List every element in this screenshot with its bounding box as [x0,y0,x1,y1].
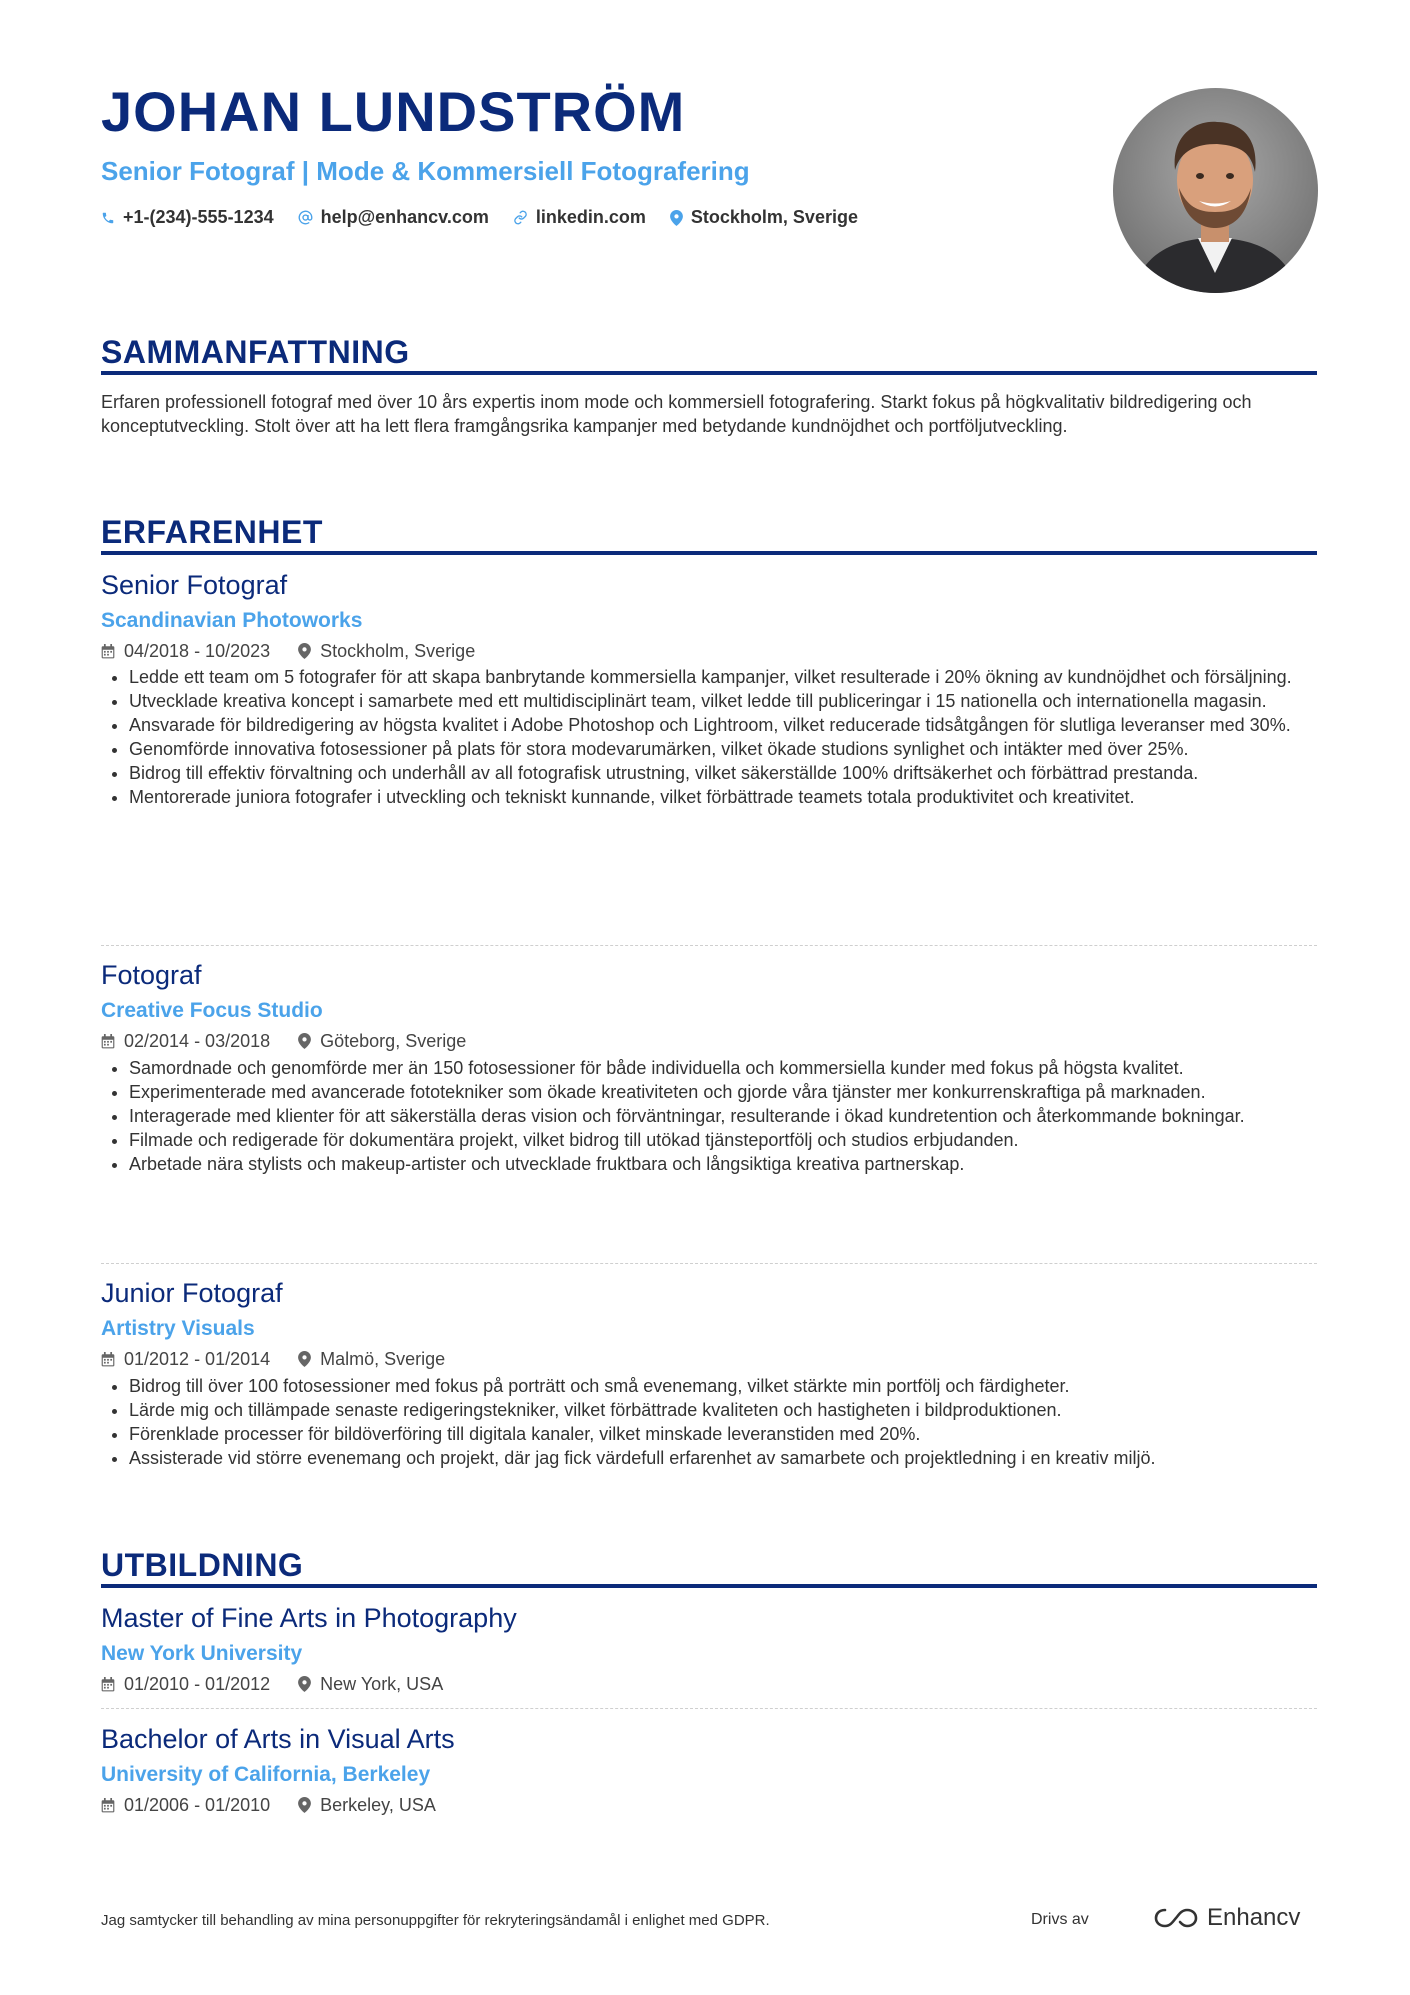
education-location [298,1796,436,1814]
bullet-item: • Förenklade processer för bildöverföring till digitala kanaler, vilket minskade leveranstiden med 20%. [129,1422,1319,1446]
bullet-item: • Mentorerade juniora fotografer i utveckling och tekniskt kunnande, vilket förbättrade teamets totala produktivitet och kreativitet. [129,785,1319,809]
bullet-item: • Genomförde innovativa fotosessioner på plats för stora modevarumärken, vilket ökade studions synlighet och intäkter med över 25%. [129,737,1319,761]
education-divider [101,1708,1317,1709]
at-icon [298,210,313,225]
bullet-item: • Ledde ett team om 5 fotografer för att skapa banbrytande kommersiella kampanjer, vilket resulterade i 20% ökning av kundnöjdhet och försäljning. [129,665,1319,689]
company-name: Creative Focus Studio [101,999,323,1022]
job-dates [101,1350,270,1368]
education-location-text: Berkeley, USA [320,1795,436,1815]
location-text: Stockholm, Sverige [690,207,858,227]
location-pin-icon [298,1676,311,1692]
candidate-name: JOHAN LUNDSTRÖM [101,80,686,143]
education-rule [101,1584,1317,1588]
education-meta [101,1796,464,1814]
job-title: Fotograf [101,960,202,990]
job-dates-text: 04/2018 - 10/2023 [124,641,271,661]
calendar-icon [101,1677,115,1692]
calendar-icon [101,1798,115,1813]
school-name: New York University [101,1642,303,1665]
enhancv-infinity-icon [1153,1906,1199,1930]
job-location [298,642,475,660]
job-bullets [101,1374,1319,1470]
experience-heading: ERFARENHET [101,514,323,550]
bullet-item: • Bidrog till effektiv förvaltning och underhåll av all fotografisk utrustning, vilket säkerställde 100% driftsäkerhet och förbättrad prestanda. [129,761,1319,785]
gdpr-consent: Jag samtycker till behandling av mina personuppgifter för rekryteringsändamål i enlighet med GDPR. [101,1912,770,1929]
company-name: Scandinavian Photoworks [101,609,363,632]
summary-text: Erfaren professionell fotograf med över 10 års expertis inom mode och kommersiell fotografering. Starkt fokus på högkvalitativ bildredigering och konceptutveckling. Stolt över att ha lett flera framgångsrika kampanjer med betydande kundnöjdhet och portföljutveckling. [101,392,1252,436]
job-bullets [101,665,1319,809]
contact-location [670,207,858,228]
calendar-icon [101,1352,115,1367]
linkedin-text: linkedin.com [535,207,646,227]
calendar-icon [101,1034,115,1049]
school-name: University of California, Berkeley [101,1763,431,1786]
degree-title: Bachelor of Arts in Visual Arts [101,1724,455,1754]
location-pin-icon [298,643,311,659]
job-location-text: Malmö, Sverige [320,1349,446,1369]
job-location-text: Stockholm, Sverige [320,641,476,661]
job-divider [101,945,1317,946]
enhancv-logo[interactable] [1153,1904,1300,1932]
avatar-illustration [1113,88,1318,293]
contact-email[interactable] [298,207,489,228]
job-meta [101,642,503,660]
education-heading: UTBILDNING [101,1547,304,1583]
job-location-text: Göteborg, Sverige [320,1031,467,1051]
email-text: help@enhancv.com [320,207,489,227]
job-dates [101,642,270,660]
education-dates [101,1796,270,1814]
job-dates-text: 01/2012 - 01/2014 [124,1349,271,1369]
job-dates-text: 02/2014 - 03/2018 [124,1031,271,1051]
job-dates [101,1032,270,1050]
summary-heading: SAMMANFATTNING [101,334,410,370]
powered-by-label: Drivs av [1031,1911,1089,1928]
job-title: Senior Fotograf [101,570,288,600]
job-bullets [101,1056,1319,1176]
education-dates-text: 01/2010 - 01/2012 [124,1674,271,1694]
bullet-item: • Assisterade vid större evenemang och projekt, där jag fick värdefull erfarenhet av samarbete och projektledning i en kreativ miljö. [129,1446,1319,1470]
job-title: Junior Fotograf [101,1278,283,1308]
candidate-subtitle: Senior Fotograf | Mode & Kommersiell Fotografering [101,156,750,186]
job-divider [101,1263,1317,1264]
education-location [298,1675,443,1693]
contact-linkedin[interactable] [513,207,646,228]
contact-row [101,207,882,228]
location-pin-icon [298,1797,311,1813]
job-meta [101,1032,494,1050]
phone-text: +1-(234)-555-1234 [123,207,274,227]
phone-icon [101,211,115,225]
brand-name: Enhancv [1207,1904,1301,1931]
job-meta [101,1350,473,1368]
location-pin-icon [298,1351,311,1367]
bullet-item: • Interagerade med klienter för att säkerställa deras vision och förväntningar, resulterande i ökad kundretention och återkommande bokningar. [129,1104,1319,1128]
education-dates [101,1675,270,1693]
education-meta [101,1675,471,1693]
bullet-item: • Experimenterade med avancerade fototekniker som ökade kreativiteten och gjorde våra tjänster mer konkurrenskraftiga på marknaden. [129,1080,1319,1104]
education-dates-text: 01/2006 - 01/2010 [124,1795,271,1815]
experience-rule [101,551,1317,555]
education-location-text: New York, USA [320,1674,444,1694]
bullet-item: • Lärde mig och tillämpade senaste redigeringstekniker, vilket förbättrade kvaliteten och hastigheten i bildproduktionen. [129,1398,1319,1422]
bullet-item: • Ansvarade för bildredigering av högsta kvalitet i Adobe Photoshop och Lightroom, vilket reducerade tidsåtgången för slutliga leveranser med 30%. [129,713,1319,737]
link-icon [513,210,528,225]
job-location [298,1032,466,1050]
company-name: Artistry Visuals [101,1317,255,1340]
degree-title: Master of Fine Arts in Photography [101,1603,517,1633]
summary-rule [101,371,1317,375]
job-location [298,1350,445,1368]
bullet-item: • Arbetade nära stylists och makeup-artister och utvecklade fruktbara och långsiktiga kreativa partnerskap. [129,1152,1319,1176]
bullet-item: • Utvecklade kreativa koncept i samarbete med ett multidisciplinärt team, vilket ledde till publiceringar i 15 nationella och internationella magasin. [129,689,1319,713]
location-pin-icon [298,1033,311,1049]
calendar-icon [101,644,115,659]
location-pin-icon [670,210,683,226]
bullet-item: • Bidrog till över 100 fotosessioner med fokus på porträtt och små evenemang, vilket stärkte min portfölj och färdigheter. [129,1374,1319,1398]
bullet-item: • Samordnade och genomförde mer än 150 fotosessioner för både individuella och kommersiella kunder med fokus på högsta kvalitet. [129,1056,1319,1080]
profile-photo [1113,88,1318,293]
contact-phone[interactable] [101,207,274,228]
bullet-item: • Filmade och redigerade för dokumentära projekt, vilket bidrog till utökad tjänsteportfölj och studios erbjudanden. [129,1128,1319,1152]
